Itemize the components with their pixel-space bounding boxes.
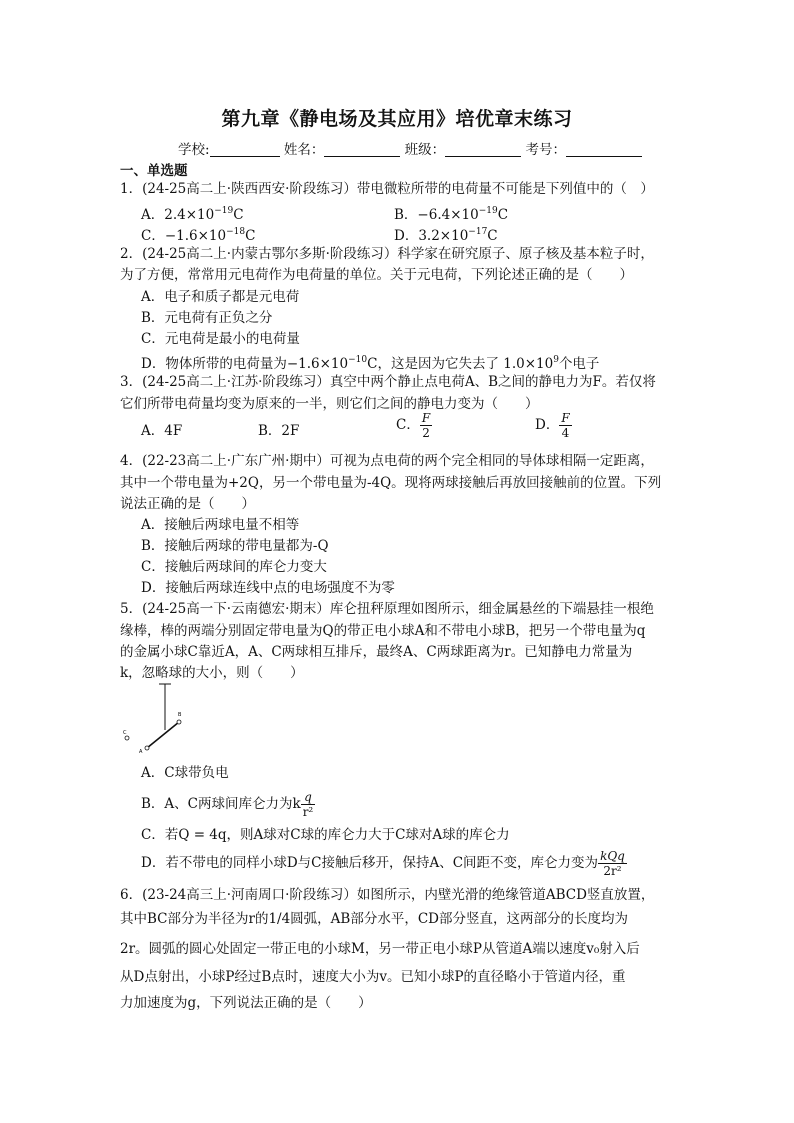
q2-d-exp2: 9 xyxy=(553,355,559,365)
class-blank[interactable] xyxy=(445,142,521,157)
q3-option-b[interactable]: B．2F xyxy=(258,423,300,439)
q3-option-a[interactable]: A．4F xyxy=(141,423,183,439)
q4-option-d[interactable]: D．接触后两球连线中点的电场强度不为零 xyxy=(141,580,395,596)
q6-stem-line2: 其中BC部分为半径为r的1/4圆弧，AB部分水平，CD部分竖直，这两部分的长度均为 xyxy=(120,911,629,927)
q1-b-text: B．−6.4×10 xyxy=(394,207,479,223)
q2-d-mid: C，这是因为它失去了 1.0×10 xyxy=(367,356,554,372)
q5-option-b[interactable] xyxy=(141,790,315,819)
q1-d-text: D．3.2×10 xyxy=(394,228,469,244)
q6-stem-line4: 从D点射出，小球P经过B点时，速度大小为v。已知小球P的直径略小于管道内径，重 xyxy=(120,969,626,985)
q1-c-exponent: −18 xyxy=(226,227,246,237)
school-label: 学校: xyxy=(178,142,210,158)
q5-stem-line4: k，忽略球的大小，则（ ） xyxy=(120,665,304,681)
q4-option-a[interactable]: A．接触后两球电量不相等 xyxy=(141,517,300,533)
q2-stem-line2: 为了方便，常常用元电荷作为电荷量的单位。关于元电荷，下列论述正确的是（ ） xyxy=(120,267,633,283)
ball-b xyxy=(177,720,181,724)
section-heading: 一、单选题 xyxy=(120,163,188,179)
q4-option-c[interactable]: C．接触后两球间的库仑力变大 xyxy=(141,559,327,575)
q3-d-denominator: 4 xyxy=(561,426,570,440)
q5-option-a[interactable]: A．C球带负电 xyxy=(141,765,229,781)
q1-b-exponent: −19 xyxy=(478,206,498,216)
q5-d-denominator: 2r² xyxy=(603,864,622,878)
q5-b-fraction xyxy=(301,790,316,819)
q5-option-c[interactable]: C．若Q = 4q，则A球对C球的库仑力大于C球对A球的库仑力 xyxy=(141,827,510,843)
q6-stem-line1: 6．(23-24高三上·河南周口·阶段练习）如图所示，内壁光滑的绝缘管道ABCD竖直放置， xyxy=(120,887,655,903)
q2-option-b[interactable]: B．元电荷有正负之分 xyxy=(141,310,273,326)
q1-b-unit: C xyxy=(497,207,509,223)
q1-option-d[interactable] xyxy=(394,223,498,245)
q2-d-post: 个电子 xyxy=(558,356,600,372)
q4-stem-line2: 其中一个带电量为+2Q，另一个带电量为-4Q。现将两球接触后再放回接触前的位置。下列 xyxy=(120,475,662,491)
q5-d-numerator: kQq xyxy=(600,849,625,863)
q1-stem: 1．(24-25高二上·陕西西安·阶段练习）带电微粒所带的电荷量不可能是下列值中的（ ） xyxy=(120,181,654,197)
q1-d-exponent: −17 xyxy=(468,227,488,237)
q1-a-unit: C xyxy=(233,207,244,223)
insulating-rod xyxy=(147,722,179,748)
q3-stem-line1: 3．(24-25高二上·江苏·阶段练习）真空中两个静止点电荷A、B之间的静电力为F。若仅将 xyxy=(120,374,656,390)
q1-option-b[interactable] xyxy=(394,202,508,224)
ball-a xyxy=(145,746,149,750)
q2-option-a[interactable]: A．电子和质子都是元电荷 xyxy=(141,289,300,305)
q3-d-label: D． xyxy=(535,417,560,433)
q3-option-c[interactable] xyxy=(396,411,432,440)
q5-stem-line3: 的金属小球C靠近A，A、C两球相互排斥，最终A、C两球距离为r。已知静电力常量为 xyxy=(120,644,633,660)
name-blank[interactable] xyxy=(324,142,400,157)
q4-option-b[interactable]: B．接触后两球的带电量都为-Q xyxy=(141,538,329,554)
page-title: 第九章《静电场及其应用》培优章末练习 xyxy=(221,108,573,130)
q3-c-fraction xyxy=(420,411,432,440)
q3-option-d[interactable] xyxy=(535,411,572,440)
exam-number-blank[interactable] xyxy=(566,142,642,157)
q5-b-denominator: r² xyxy=(302,805,314,819)
q3-d-numerator: F xyxy=(561,411,570,425)
class-label: 班级： xyxy=(404,142,446,158)
label-c: C xyxy=(123,730,127,736)
q5-b-pre: B．A、C两球间库仑力为k xyxy=(141,796,301,812)
q6-stem-line5: 力加速度为g，下列说法正确的是（ ） xyxy=(120,995,372,1011)
q3-c-denominator: 2 xyxy=(422,426,430,440)
q5-b-numerator: q xyxy=(301,790,316,805)
q2-stem-line1: 2．(24-25高二上·内蒙古鄂尔多斯·阶段练习）科学家在研究原子、原子核及基本粒子时， xyxy=(120,246,654,262)
q3-d-fraction xyxy=(559,411,571,440)
q1-a-exponent: −19 xyxy=(214,206,234,216)
q1-d-unit: C xyxy=(487,228,498,244)
q1-option-c[interactable] xyxy=(141,223,255,245)
q6-stem-line3: 2r。圆弧的圆心处固定一带正电的小球M，另一带正电小球P从管道A端以速度v₀射入后 xyxy=(120,941,640,957)
q2-d-exp1: −10 xyxy=(348,355,368,365)
exam-number-label: 考号： xyxy=(525,142,566,158)
q5-option-d[interactable] xyxy=(141,849,627,878)
q3-c-numerator: F xyxy=(421,411,431,425)
q1-c-unit: C xyxy=(245,228,256,244)
name-label: 姓名： xyxy=(283,142,325,158)
label-a: A xyxy=(139,749,143,754)
ball-c xyxy=(125,736,129,740)
q4-stem-line3: 说法正确的是（ ） xyxy=(120,496,255,512)
q2-option-d[interactable] xyxy=(141,351,599,373)
q5-stem-line1: 5．(24-25高一下·云南德宏·期末）库仑扭秤原理如图所示，细金属悬丝的下端悬挂一根绝 xyxy=(120,601,654,617)
q4-stem-line1: 4．(22-23高二上·广东广州·期中）可视为点电荷的两个完全相同的导体球相隔一定距离， xyxy=(120,453,654,469)
q5-d-pre: D．若不带电的同样小球D与C接触后移开，保持A、C间距不变，库仑力变为 xyxy=(141,855,599,871)
school-blank[interactable] xyxy=(210,142,280,157)
q1-c-text: C．−1.6×10 xyxy=(141,228,227,244)
q2-option-c[interactable]: C．元电荷是最小的电荷量 xyxy=(141,331,300,347)
student-info-row xyxy=(178,138,642,158)
q3-c-label: C． xyxy=(396,417,420,433)
q2-d-pre: D．物体所带的电荷量为−1.6×10 xyxy=(141,356,349,372)
q1-a-text: A．2.4×10 xyxy=(141,207,215,223)
q3-stem-line2: 它们所带电荷量均变为原来的一半，则它们之间的静电力变为（ ） xyxy=(120,396,539,412)
label-b: B xyxy=(178,712,182,718)
torsion-balance-figure xyxy=(115,682,195,754)
q5-stem-line2: 缘棒，棒的两端分别固定带电量为Q的带正电小球A和不带电小球B，把另一个带电量为q xyxy=(120,623,646,639)
q5-d-fraction xyxy=(598,849,627,878)
q1-option-a[interactable] xyxy=(141,202,244,224)
